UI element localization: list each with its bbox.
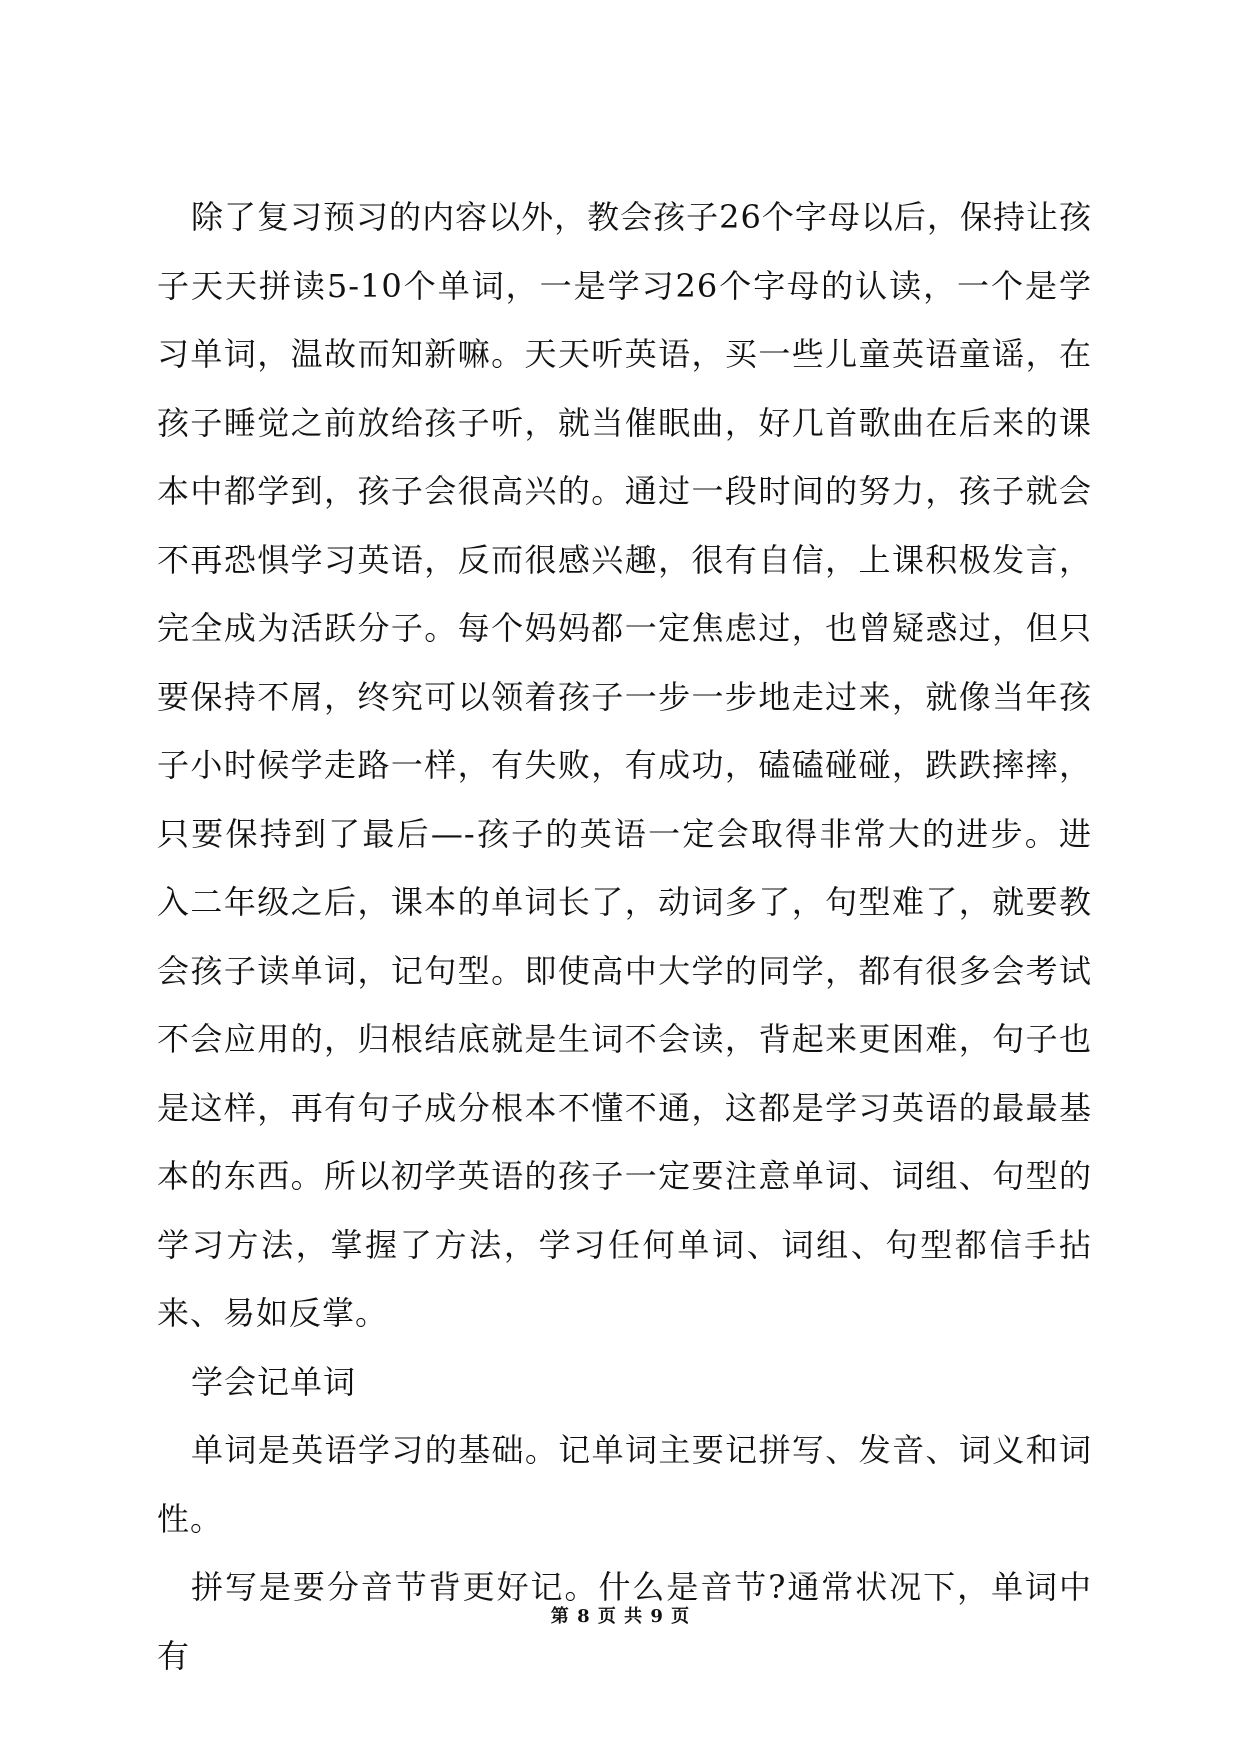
section-heading: 学会记单词 [191,1362,357,1401]
body-paragraph: 单词是英语学习的基础。记单词主要记拼写、发音、词义和词性。 [157,1431,1092,1538]
body-paragraph: 拼写是要分音节背更好记。什么是音节?通常状况下，单词中有 [157,1568,1092,1675]
page-number-footer: 第 8 页 共 9 页 [550,1606,691,1627]
document-body [157,183,1092,1690]
body-paragraph: 除了复习预习的内容以外，教会孩子26个字母以后，保持让孩子天天拼读5-10个单词，一是学习26个字母的认读，一个是学习单词，温故而知新嘛。天天听英语，买一些儿童英语童谣，在孩子睡觉之前放给孩子听，就当催眠曲，好几首歌曲在后来的课本中都学到，孩子会很高兴的。通过一段时间的努力，孩子就会不再恐惧学习英语，反而很感兴趣，很有自信，上课积极发言，完全成为活跃分子。每个妈妈都一定焦虑过，也曾疑惑过，但只要保持不屑，终究可以领着孩子一步一步地走过来，就像当年孩子小时候学走路一样，有失败，有成功，磕磕碰碰，跌跌摔摔，只要保持到了最后—-孩子的英语一定会取得非常大的进步。进入二年级之后，课本的单词长了，动词多了，句型难了，就要教会孩子读单词，记句型。即使高中大学的同学，都有很多会考试不会应用的，归根结底就是生词不会读，背起来更困难，句子也是这样，再有句子成分根本不懂不通，这都是学习英语的最最基本的东西。所以初学英语的孩子一定要注意单词、词组、句型的学习方法，掌握了方法，学习任何单词、词组、句型都信手拈来、易如反掌。 [157,198,1092,1332]
